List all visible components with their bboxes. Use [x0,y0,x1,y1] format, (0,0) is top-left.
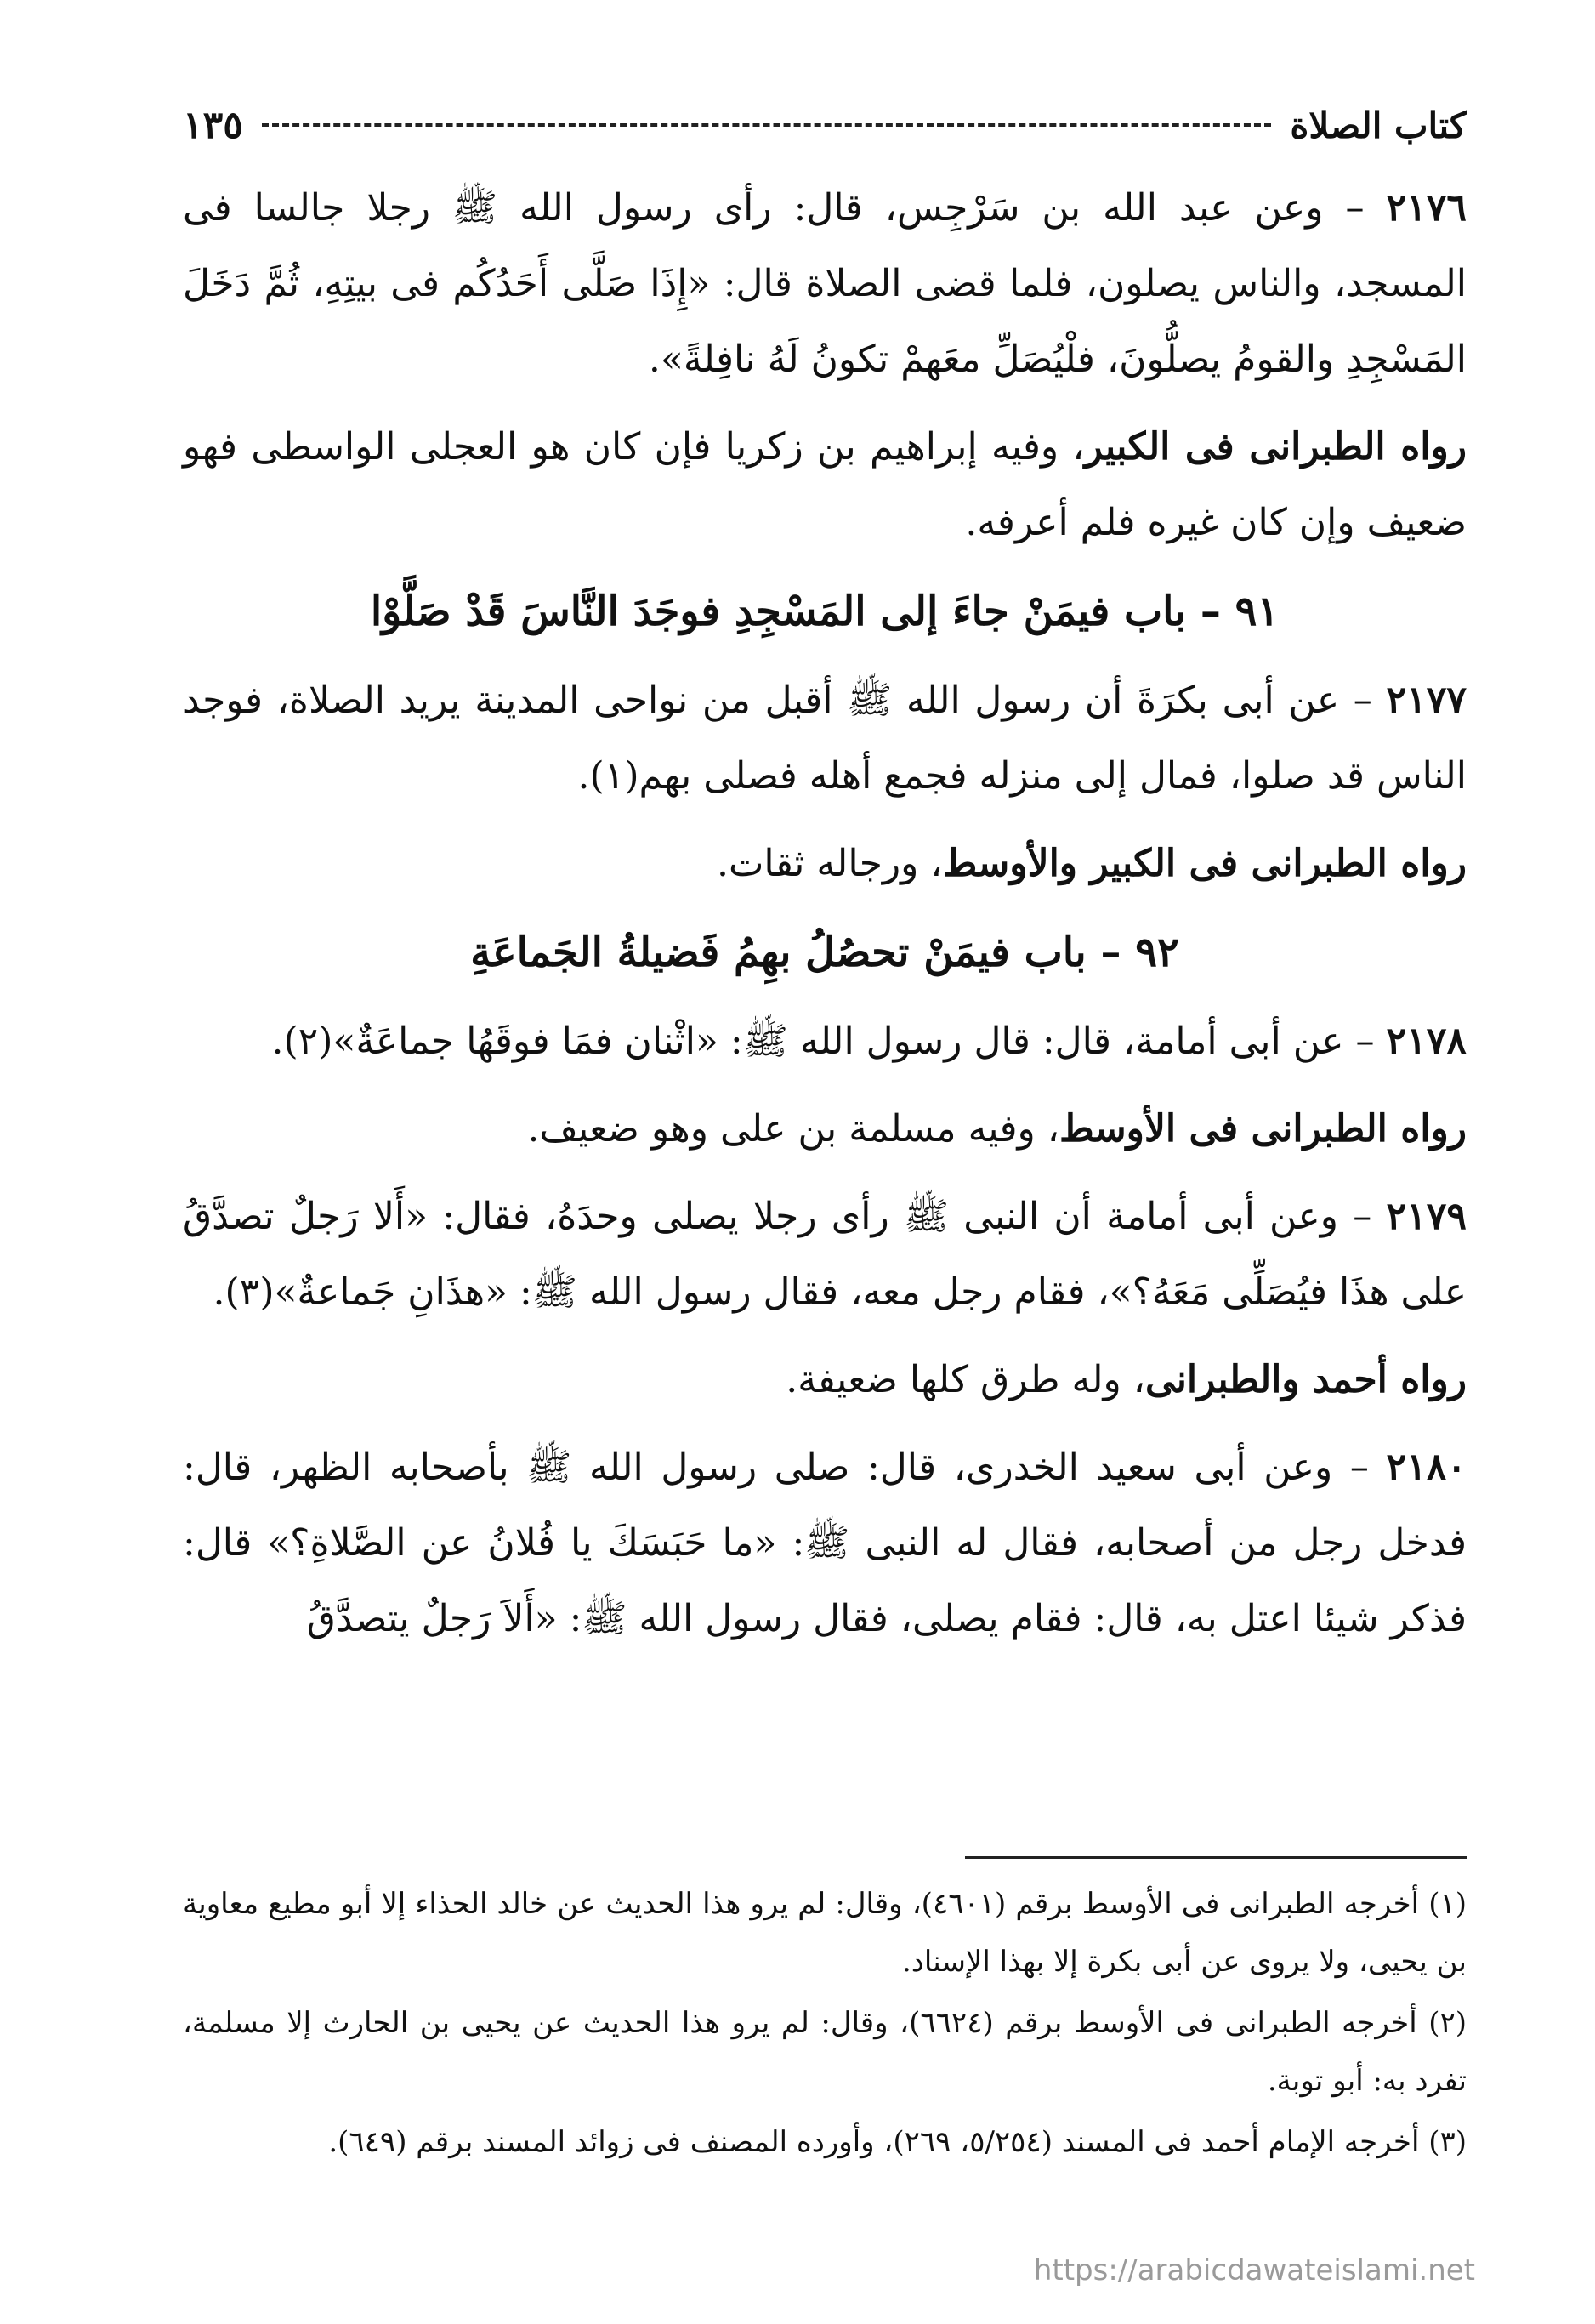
narration-source: رواه أحمد والطبرانى [1144,1358,1467,1401]
hadith-text: – عن أبى أمامة، قال: قال رسول الله ﷺ: «اثْنان فمَا فوقَهُا جماعَةٌ»(٢). [271,1020,1387,1063]
chapter-heading-92: ٩٢ – باب فيمَنْ تحصُلُ بهِمُ فَضيلةُ الجَماعَةِ [470,929,1179,976]
main-text [183,170,1467,1668]
source-watermark: https://arabicdawateislami.net [1033,2253,1475,2287]
hadith-text: – وعن عبد الله بن سَرْجِس، قال: رأى رسول الله ﷺ رجلا جالسا فى المسجد، والناس يصلون، فلما قضى الصلاة قال: «إِذَا صَلَّى أَحَدُكُم فى بيتِهِ، ثُمَّ دَخَلَ المَسْجِدِ والقومُ يصلُّونَ، فلْيُصَلِّ معَهمْ تكونُ لَهُ نافِلةً». [183,186,1467,381]
hadith-2176 [183,170,1467,397]
hadith-2179 [183,1179,1467,1330]
narration-text: ، وله طرق كلها ضعيفة. [786,1358,1145,1401]
narration-note-2178 [183,1091,1467,1167]
footnote-1: (١) أخرجه الطبرانى فى الأوسط برقم (٤٦٠١)، وقال: لم يرو هذا الحديث عن خالد الحذاء إلا أبو مطيع معاوية بن يحيى، ولا يروى عن أبى بكرة إلا بهذا الإسناد. [183,1887,1467,1979]
hadith-text: – وعن أبى سعيد الخدرى، قال: صلى رسول الله ﷺ بأصحابه الظهر، قال: فدخل رجل من أصحابه، فقال له النبى ﷺ: «ما حَبَسَكَ يا فُلانُ عن الصَّلاةِ؟» قال: فذكر شيئا اعتل به، قال: فقام يصلى، فقال رسول الله ﷺ: «أَلاَ رَجلٌ يتصدَّقُ [183,1446,1467,1640]
narration-note-2179 [183,1342,1467,1418]
chapter-heading-91: ٩١ – باب فيمَنْ جاءَ إلى المَسْجِدِ فوجَدَ النَّاسَ قَدْ صَلَّوْا [370,588,1280,635]
hadith-number: ٢١٧٨ [1386,1020,1467,1063]
hadith-2180 [183,1429,1467,1656]
footnotes [183,1875,1467,2174]
header-dashed-rule [262,123,1272,127]
hadith-number: ٢١٧٩ [1386,1195,1467,1238]
narration-note-2176 [183,409,1467,560]
narration-source: رواه الطبرانى فى الكبير [1084,425,1467,469]
narration-text: ، وفيه إبراهيم بن زكريا فإن كان هو العجلى الواسطى فهو ضعيف وإن كان غيره فلم أعرفه. [183,425,1467,544]
page-number: ١٣٥ [183,103,243,147]
narration-text: ، وفيه مسلمة بن على وهو ضعيف. [527,1107,1059,1151]
running-header [183,95,1467,155]
narration-source: رواه الطبرانى فى الكبير والأوسط [942,842,1467,885]
hadith-number: ٢١٧٧ [1386,679,1467,722]
footnote-separator [965,1856,1467,1859]
hadith-2178 [183,1003,1467,1079]
hadith-number: ٢١٧٦ [1386,186,1467,230]
hadith-text: – وعن أبى أمامة أن النبى ﷺ رأى رجلا يصلى وحدَهُ، فقال: «أَلا رَجلٌ تصدَّقُ على هذَا فيُصَلِّى مَعَهُ؟»، فقام رجل معه، فقال رسول الله ﷺ: «هذَانِ جَماعةٌ»(٣). [183,1195,1467,1314]
footnote-3: (٣) أخرجه الإمام أحمد فى المسند (٥/٢٥٤، ٢٦٩)، وأورده المصنف فى زوائد المسند برقم (٦٤٩). [328,2125,1467,2159]
narration-text: ، ورجاله ثقات. [717,842,943,885]
hadith-2177 [183,662,1467,814]
hadith-number: ٢١٨٠ [1386,1446,1467,1489]
hadith-text: – عن أبى بكرَةَ أن رسول الله ﷺ أقبل من نواحى المدينة يريد الصلاة، فوجد الناس قد صلوا، فمال إلى منزله فجمع أهله فصلى بهم(١). [183,679,1467,798]
narration-note-2177 [183,826,1467,901]
footnote-2: (٢) أخرجه الطبرانى فى الأوسط برقم (٦٦٢٤)، وقال: لم يرو هذا الحديث عن يحيى بن الحارث إلا مسلمة، تفرد به: أبو توبة. [183,2006,1467,2098]
book-title: كتاب الصلاة [1290,104,1467,146]
narration-source: رواه الطبرانى فى الأوسط [1059,1107,1467,1151]
